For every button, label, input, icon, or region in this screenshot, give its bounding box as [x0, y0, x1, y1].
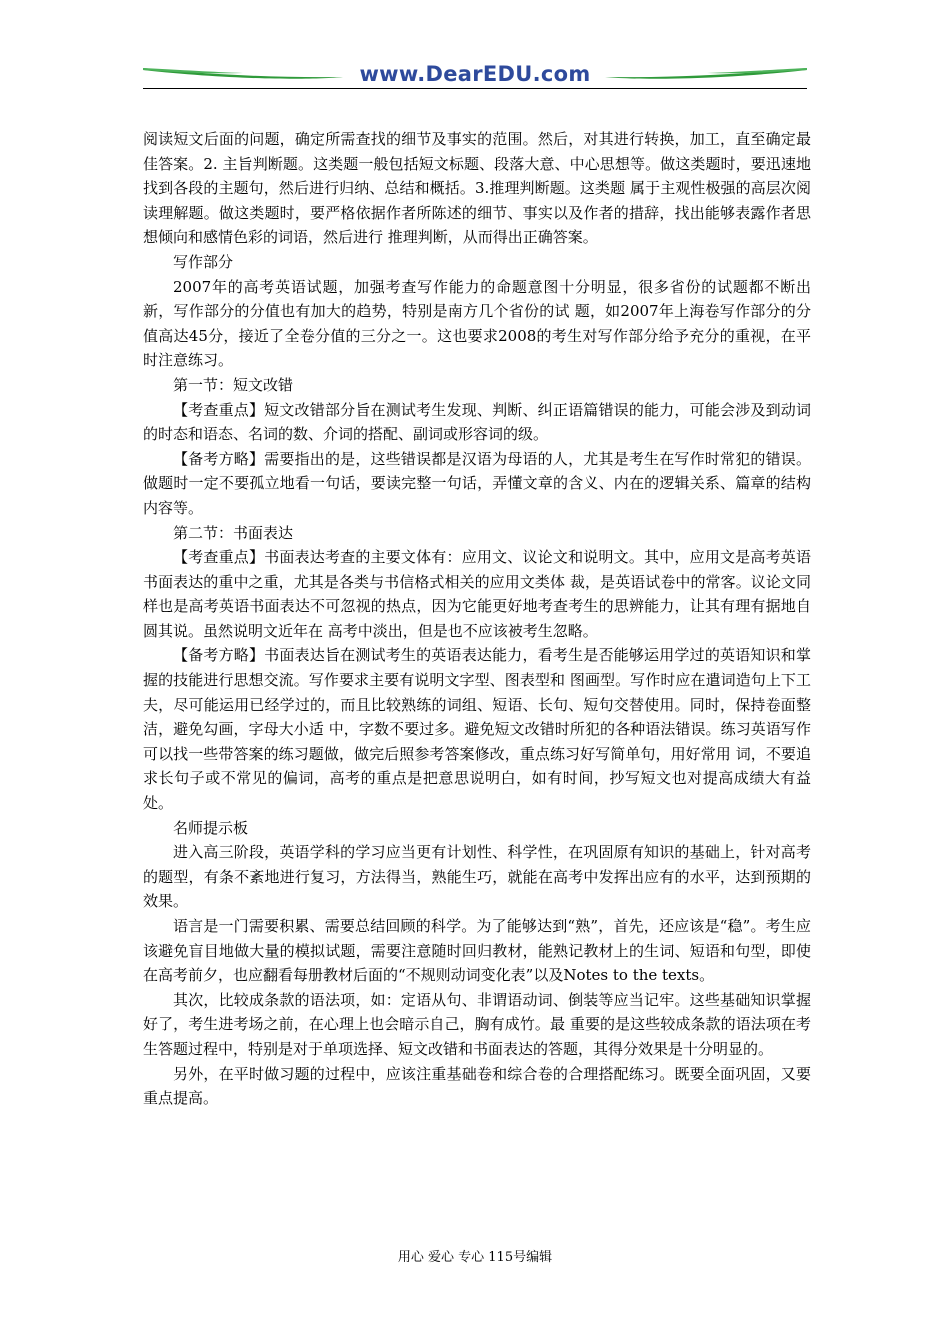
article-body — [143, 127, 811, 1111]
paragraph: 2007年的高考英语试题，加强考查写作能力的命题意图十分明显，很多省份的试题都不断出新，写作部分的分值也有加大的趋势，特别是南方几个省份的试 题，如2007年上海卷写作部分的分值高达45分，接近了全卷分值的三分之一。这也要求2008的考生对写作部分给予充分的重视，在平时注意练习。 — [143, 277, 811, 370]
paragraph: 其次，比较成条款的语法项，如：定语从句、非谓语动词、倒装等应当记牢。这些基础知识掌握好了，考生进考场之前，在心理上也会暗示自己，胸有成竹。最 重要的是这些较成条款的语法项在考生答题过程中，特别是对于单项选择、短文改错和书面表达的答题，其得分效果是十分明显的。 — [143, 990, 811, 1058]
header-divider — [143, 88, 807, 89]
paragraph: 【备考方略】书面表达旨在测试考生的英语表达能力，看考生是否能够运用学过的英语知识和掌握的技能进行思想交流。写作要求主要有说明文字型、图表型和 图画型。写作时应在遣词造句上下工夫，尽可能运用已经学过的，而且比较熟练的词组、短语、长句、短句交替使用。同时，保持卷面整洁，避免勾画，字母大小适 中，字数不要过多。避免短文改错时所犯的各种语法错误。练习英语写作可以找一些带答案的练习题做，做完后照参考答案修改，重点练习好写简单句，用好常用 词，不要追求长句子或不常见的偏词，高考的重点是把意思说明白，如有时间，抄写短文也对提高成绩大有益处。 — [143, 646, 811, 813]
paragraph: 【考查重点】书面表达考查的主要文体有：应用文、议论文和说明文。其中，应用文是高考英语书面表达的重中之重，尤其是各类与书信格式相关的应用文类体 裁，是英语试卷中的常客。议论文同样也是高考英语书面表达不可忽视的热点，因为它能更好地考查考生的思辨能力，让其有理有据地自圆其说。虽然说明文近年在 高考中淡出，但是也不应该被考生忽略。 — [143, 548, 811, 640]
section-heading: 第二节：书面表达 — [173, 523, 294, 542]
section-heading: 第一节：短文改错 — [173, 375, 294, 394]
paragraph: 阅读短文后面的问题，确定所需查找的细节及事实的范围。然后，对其进行转换，加工，直至确定最佳答案。2. 主旨判断题。这类题一般包括短文标题、段落大意、中心思想等。做这类题时，要迅速地找到各段的主题句，然后进行归纳、总结和概括。3.推理判断题。这类题 属于主观性极强的高层次阅读理解题。做这类题时，要严格依据作者所陈述的细节、事实以及作者的措辞，找出能够表露作者思想倾向和感情色彩的词语，然后进行 推理判断，从而得出正确答案。 — [143, 130, 811, 247]
section-heading: 名师提示板 — [173, 818, 249, 837]
paragraph: 【考查重点】短文改错部分旨在测试考生发现、判断、纠正语篇错误的能力，可能会涉及到动词的时态和语态、名词的数、介词的搭配、副词或形容词的级。 — [143, 400, 811, 444]
paragraph: 【备考方略】需要指出的是，这些错误都是汉语为母语的人，尤其是考生在写作时常犯的错误。做题时一定不要孤立地看一句话，要读完整一句话，弄懂文章的含义、内在的逻辑关系、篇章的结构内容等。 — [143, 449, 811, 517]
paragraph: 语言是一门需要积累、需要总结回顾的科学。为了能够达到“熟”，首先，还应该是“稳”。考生应该避免盲目地做大量的模拟试题，需要注意随时回归教材，能熟记教材上的生词、短语和句型，即使在高考前夕，也应翻看每册教材后面的“不规则动词变化表”以及Notes to the texts。 — [143, 917, 811, 985]
paragraph: 另外，在平时做习题的过程中，应该注重基础卷和综合卷的合理搭配练习。既要全面巩固，又要重点提高。 — [143, 1064, 811, 1108]
site-logo-text: www.DearEDU.com — [359, 62, 591, 86]
paragraph: 进入高三阶段，英语学科的学习应当更有计划性、科学性，在巩固原有知识的基础上，针对高考的题型，有条不紊地进行复习，方法得当，熟能生巧，就能在高考中发挥出应有的水平，达到预期的效果。 — [143, 843, 811, 911]
page-footer: 用心 爱心 专心 115号编辑 — [397, 1250, 553, 1265]
section-heading: 写作部分 — [173, 252, 234, 271]
